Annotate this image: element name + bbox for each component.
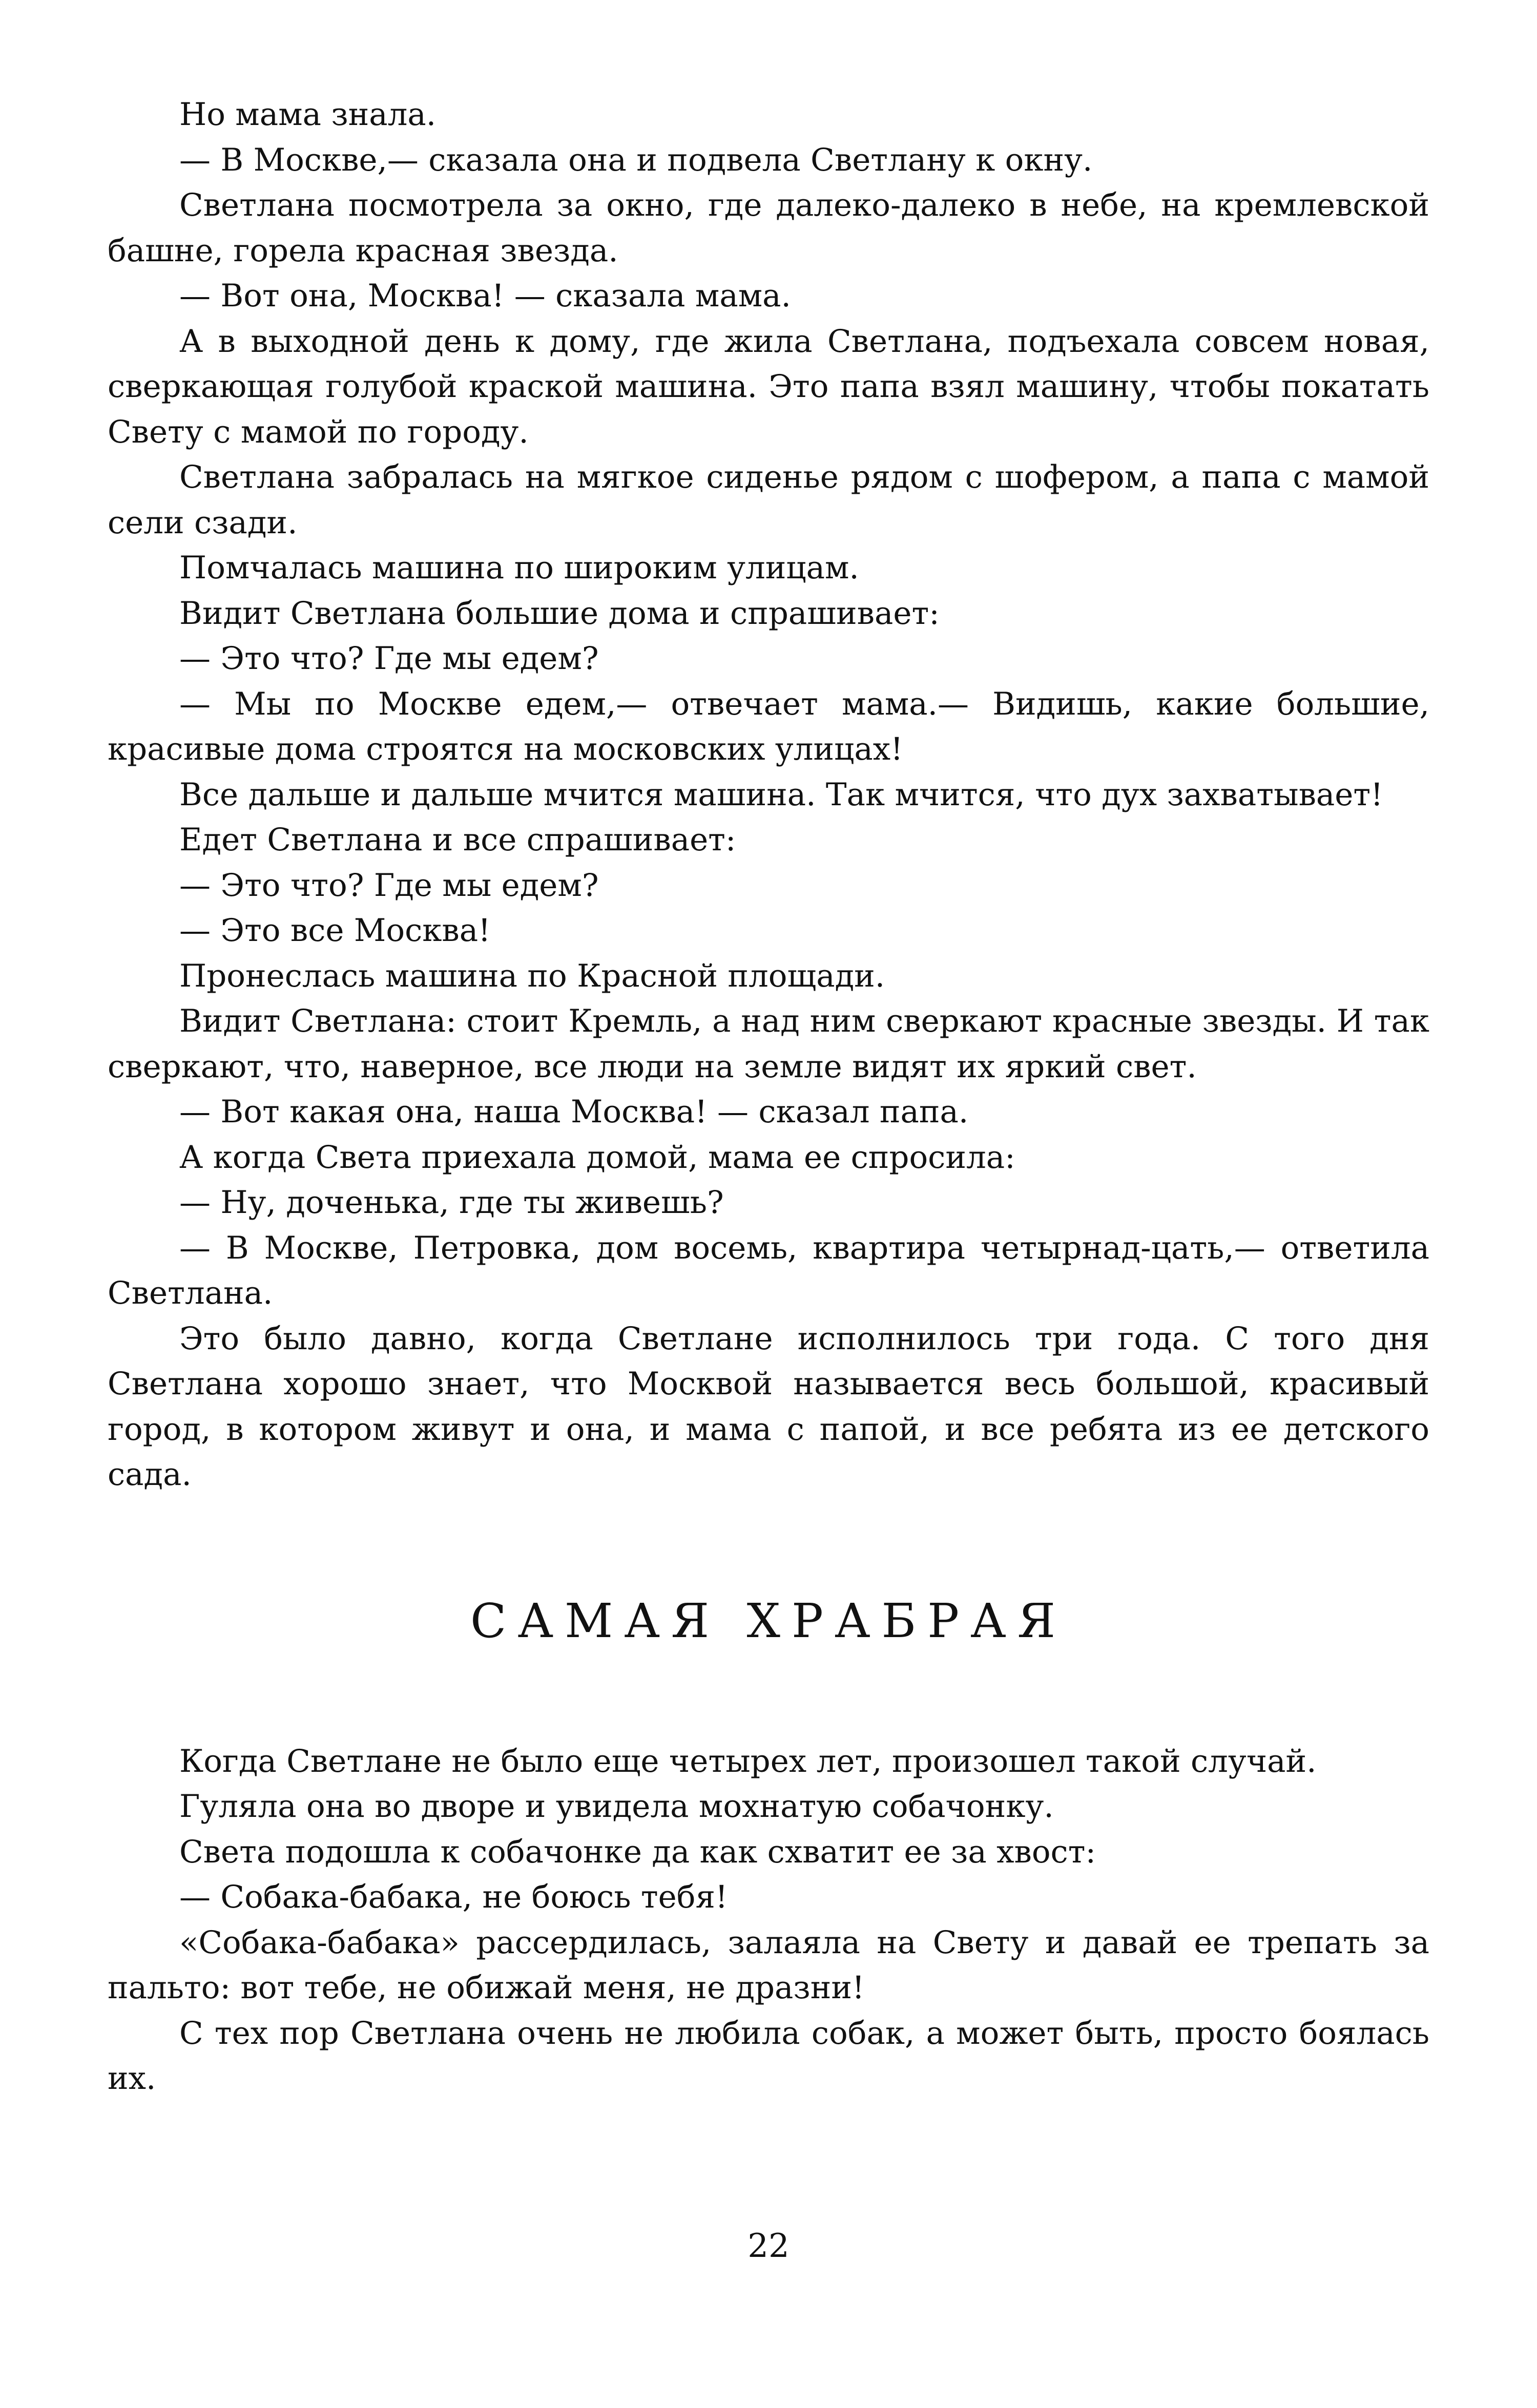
paragraph: Видит Светлана: стоит Кремль, а над ним сверкают красные звезды. И так сверкают, что, наверное, все люди на земле видят их яркий свет. (108, 1003, 1429, 1085)
paragraph: — Собака-бабака, не боюсь тебя! (179, 1879, 728, 1915)
paragraph: Светлана посмотрела за окно, где далеко-далеко в небе, на кремлевской башне, горела красная звезда. (108, 187, 1429, 269)
paragraph: Когда Светлане не было еще четырех лет, произошел такой случай. (179, 1743, 1317, 1779)
paragraph: «Собака-бабака» рассердилась, залаяла на Свету и давай ее трепать за пальто: вот тебе, не обижай меня, не дразни! (108, 1924, 1429, 2006)
paragraph: Все дальше и дальше мчится машина. Так мчится, что дух захватывает! (179, 776, 1383, 813)
page-content (108, 92, 1429, 2102)
paragraph: Светлана забралась на мягкое сиденье рядом с шофером, а папа с мамой сели сзади. (108, 459, 1429, 541)
paragraph: А когда Света приехала домой, мама ее спросила: (179, 1139, 1015, 1176)
paragraph: Но мама знала. (179, 96, 437, 133)
paragraph: Света подошла к собачонке да как схватит ее за хвост: (179, 1833, 1096, 1870)
paragraph: Гуляла она во дворе и увидела мохнатую собачонку. (179, 1788, 1054, 1825)
paragraph: — Это что? Где мы едем? (179, 867, 599, 904)
paragraph: А в выходной день к дому, где жила Светлана, подъехала совсем новая, сверкающая голубой краской машина. Это папа взял машину, чтобы покатать Свету с мамой по городу. (108, 323, 1429, 450)
paragraph: — Ну, доченька, где ты живешь? (179, 1184, 724, 1221)
paragraph: — В Москве,— сказала она и подвела Светлану к окну. (179, 141, 1093, 178)
paragraph: Видит Светлана большие дома и спрашивает: (179, 595, 940, 632)
paragraph: С тех пор Светлана очень не любила собак, а может быть, просто боялась их. (108, 2015, 1429, 2097)
paragraph: Едет Светлана и все спрашивает: (179, 822, 736, 858)
text-block-top (108, 92, 1429, 1498)
paragraph: — Это что? Где мы едем? (179, 640, 599, 677)
page-number: 22 (747, 2227, 790, 2265)
text-block-bottom (108, 1739, 1429, 2102)
paragraph: — Мы по Москве едем,— отвечает мама.— Видишь, какие большие, красивые дома строятся на московских улицах! (108, 685, 1429, 767)
paragraph: Помчалась машина по широким улицам. (179, 550, 859, 586)
section-title: САМАЯ ХРАБРАЯ (470, 1593, 1067, 1648)
paragraph: — Вот какая она, наша Москва! — сказал папа. (179, 1094, 969, 1130)
paragraph: — Это все Москва! (179, 912, 491, 949)
paragraph: Это было давно, когда Светлане исполнилось три года. С того дня Светлана хорошо знает, что Москвой называется весь большой, красивый город, в котором живут и она, и мама с папой, и все ребята из ее детского сада. (108, 1320, 1429, 1493)
paragraph: — В Москве, Петровка, дом восемь, квартира четырнад-цать,— ответила Светлана. (108, 1229, 1429, 1311)
paragraph: — Вот она, Москва! — сказала мама. (179, 278, 791, 314)
paragraph: Пронеслась машина по Красной площади. (179, 957, 885, 994)
